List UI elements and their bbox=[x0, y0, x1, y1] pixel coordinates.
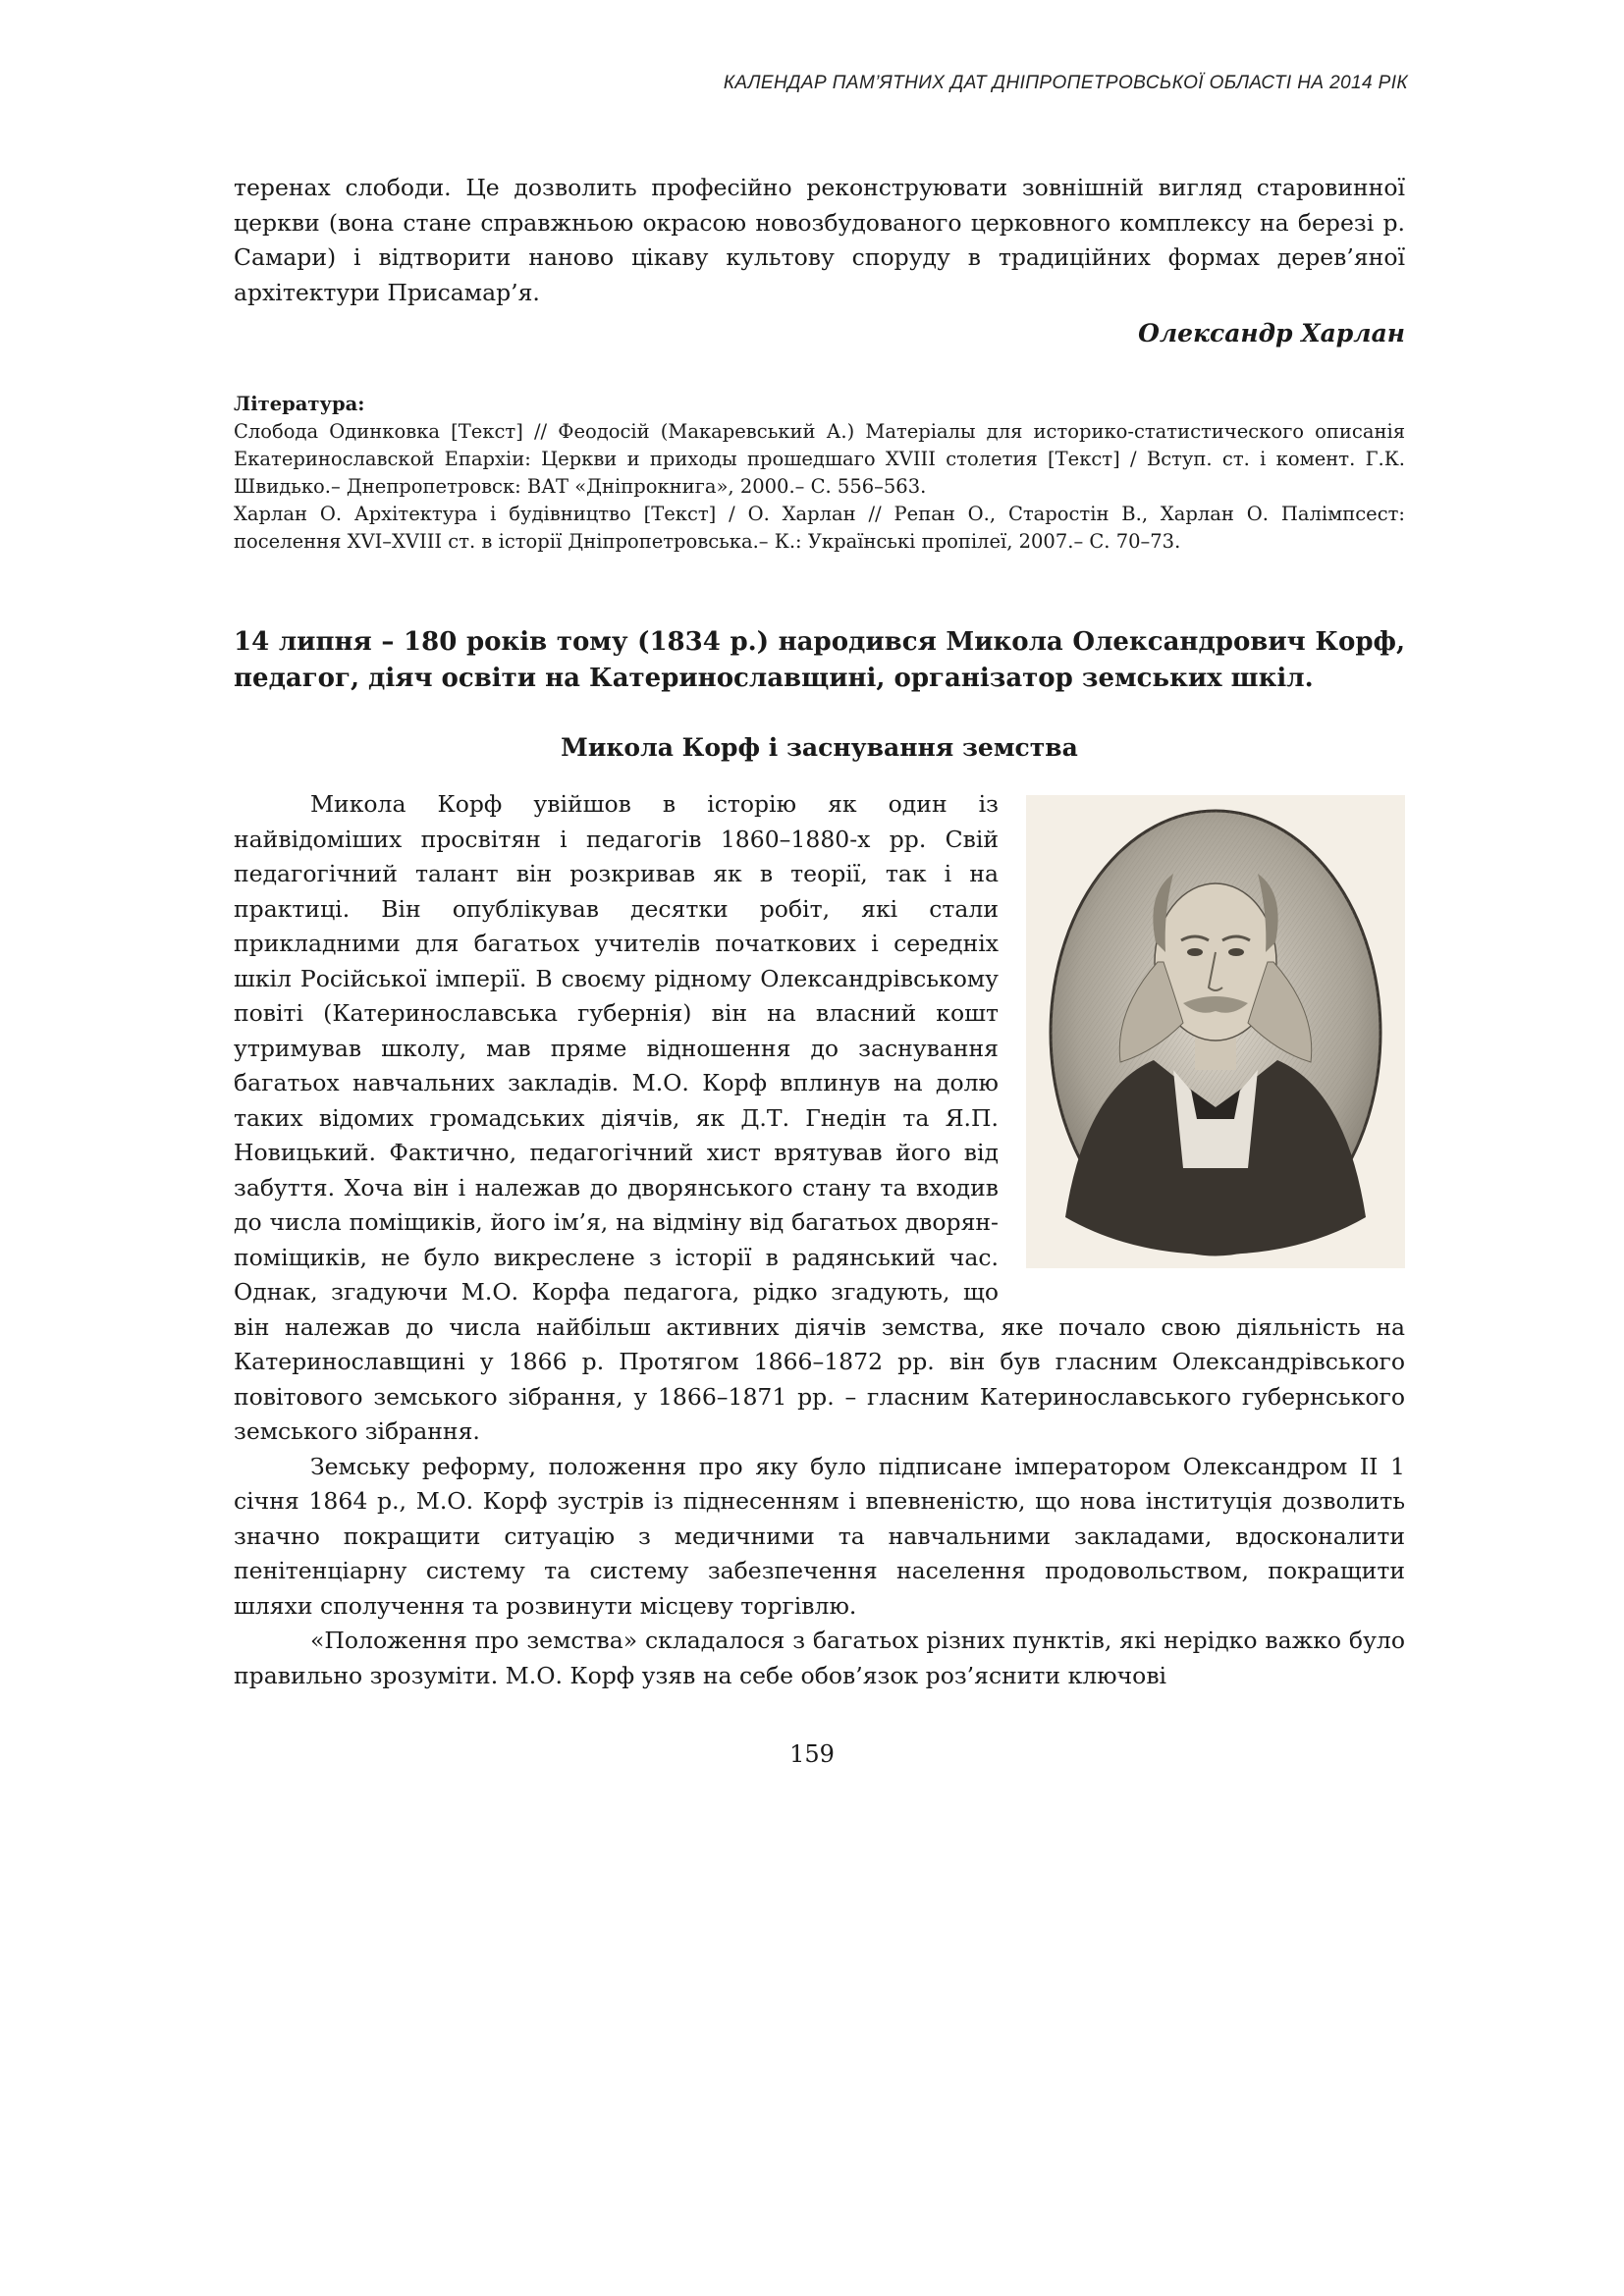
running-header: КАЛЕНДАР ПАМ’ЯТНИХ ДАТ ДНІПРОПЕТРОВСЬКОЇ ОБЛАСТІ НА 2014 РІК bbox=[723, 73, 1408, 93]
literature-heading: Література: bbox=[234, 393, 365, 415]
article-paragraph: Земську реформу, положення про яку було підписане імператором Олександром II 1 січня 1864 р., М.О. Корф зустрів із піднесенням і впевненістю, що нова інституція дозволить значно покращити ситуацію з медичними та навчальними закладами, вдосконалити пенітенціарну систему та систему забезпечення населення продовольством, покращити шляхи сполучення та розвинути місцеву торгівлю. bbox=[234, 1452, 1405, 1620]
literature-item: Слобода Одинковка [Текст] // Феодосій (Макаревський А.) Матеріалы для историко-статистического описанія Екатеринославской Епархіи: Церкви и приходы прошедшаго XVIII столетия [Текст] / Вступ. ст. і комент. Г.К. Швидько.– Днепропетровск: ВАТ «Дніпрокнига», 2000.– С. 556–563. bbox=[234, 420, 1405, 498]
portrait-engraving-icon bbox=[1026, 795, 1405, 1268]
article-paragraph: «Положення про земства» складалося з багатьох різних пунктів, які нерідко важко було правильно зрозуміти. М.О. Корф узяв на себе обов’язок роз’яснити ключові bbox=[234, 1627, 1405, 1689]
literature-item: Харлан О. Архітектура і будівництво [Текст] / О. Харлан // Репан О., Старостін В., Харлан О. Палімпсест: поселення XVI–XVIII ст. в історії Дніпропетровська.– К.: Українські пропілеї, 2007.– С. 70–73. bbox=[234, 503, 1405, 553]
literature-section bbox=[234, 391, 1405, 556]
intro-paragraph: теренах слободи. Це дозволить професійно реконструювати зовнішній вигляд старовинної церкви (вона стане справжньою окрасою новозбудованого церковного комплексу на березі р. Самари) і відтворити наново цікаву культову споруду в традиційних формах дерев’яної архітектури Присамар’я. bbox=[234, 174, 1405, 306]
event-heading: 14 липня – 180 років тому (1834 р.) народився Микола Олександрович Корф, педагог, діяч освіти на Катеринославщині, організатор земських шкіл. bbox=[234, 627, 1405, 693]
author-signature: Олександр Харлан bbox=[1138, 319, 1405, 347]
article-paragraph: Микола Корф увійшов в історію як один із найвідоміших просвітян і педагогів 1860–1880-х рр. Свій педагогічний талант він розкривав як в теорії, так і на практиці. Він опублікував десятки робіт, які стали прикладними для багатьох учителів початкових і середніх шкіл Російської імперії. В своєму рідному Олександрівському повіті (Катеринославська губернія) він на власний кошт утримував школу, мав пряме відношення до заснування багатьох навчальних закладів. М.О. Корф вплинув на долю таких відомих громадських діячів, як Д.Т. Гнедін та Я.П. Новицький. Фактично, педагогічний хист врятував його від забуття. Хоча він і належав до дворянського стану та входив до числа поміщиків, його ім’я, на відміну від багатьох дворян-поміщиків, не було викреслене з історії в радянський час. Однак, згадуючи М.О. Корфа педагога, рідко згадують, що він належав до числа найбільш активних діячів земства, яке почало свою діяльність на Катеринославщині у 1866 р. Протягом 1866–1872 рр. він був гласним Олександрівського повітового земського зібрання, у 1866–1871 рр. – гласним Катеринославського губернського земського зібрання. bbox=[234, 790, 1405, 1445]
page-content bbox=[234, 171, 1405, 1693]
page-number: 159 bbox=[789, 1740, 835, 1768]
article-title: Микола Корф і заснування земства bbox=[561, 733, 1078, 762]
